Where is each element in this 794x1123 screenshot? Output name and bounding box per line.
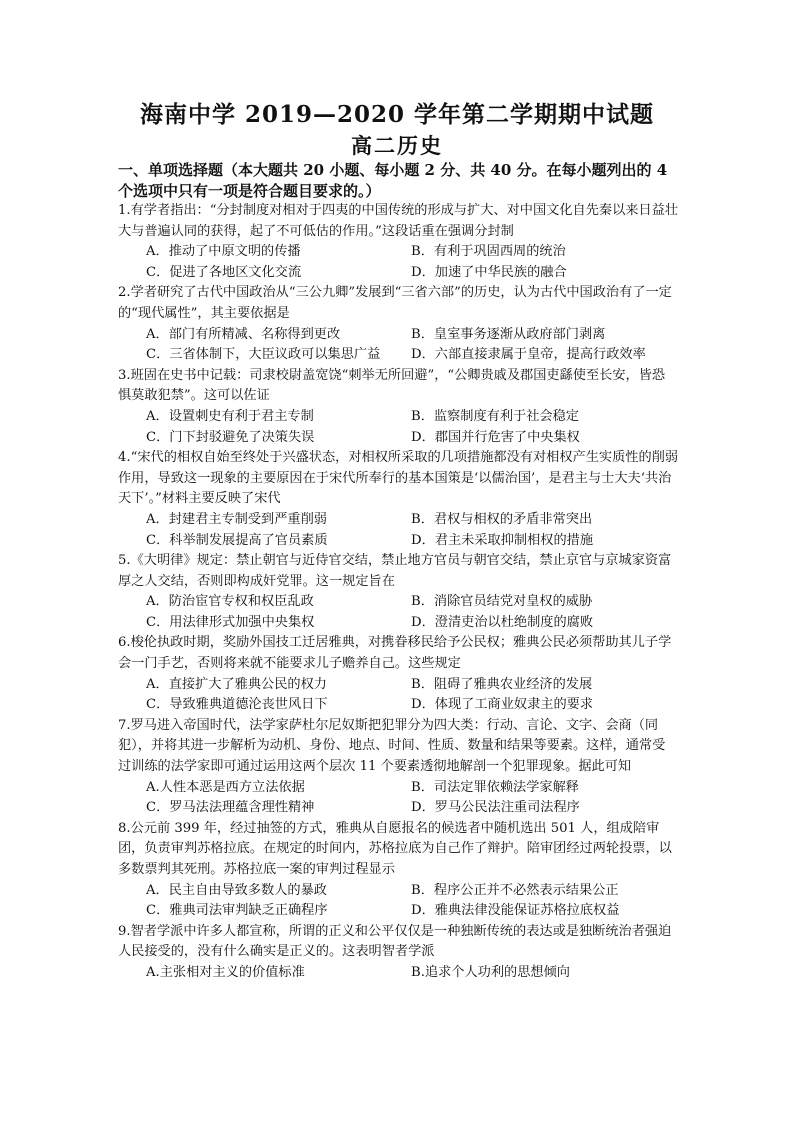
question-stem: 4.“宋代的相权自始至终处于兴盛状态，对相权所采取的几项措施都没有对相权产生实质性的削弱作用，导致这一现象的主要原因在于宋代所奉行的基本国策是‘以儒治国’，是君主与士大夫‘共治天下’。”材料主要反映了宋代 — [118, 450, 679, 507]
option-b: B．监察制度有利于社会稳定 — [411, 408, 579, 424]
option-a: A．设置刺史有利于君主专制 — [146, 408, 314, 424]
question-list — [118, 201, 678, 984]
option-d: D．加速了中华民族的融合 — [411, 264, 567, 280]
option-b: B．君权与相权的矛盾非常突出 — [411, 511, 593, 527]
option-c: C．促进了各地区文化交流 — [146, 264, 302, 280]
question-8 — [118, 819, 678, 922]
question-1 — [118, 201, 678, 283]
question-9 — [118, 922, 678, 984]
option-c: C．门下封驳避免了决策失误 — [146, 429, 315, 445]
option-b: B.追求个人功利的思想倾向 — [411, 964, 570, 980]
option-d: D．体现了工商业奴隶主的要求 — [411, 697, 594, 713]
option-a: A.主张相对主义的价值标准 — [146, 964, 305, 980]
question-stem: 9.智者学派中许多人都宣称，所谓的正义和公平仅仅是一种独断传统的表达或是独断统治者强迫人民接受的，没有什么确实是正义的。这表明智者学派 — [118, 923, 672, 960]
option-a: A．封建君主专制受到严重削弱 — [146, 511, 327, 527]
question-4 — [118, 448, 678, 551]
question-2 — [118, 283, 678, 365]
option-a: A.人性本恶是西方立法依据 — [146, 779, 305, 795]
option-b: B．司法定罪依赖法学家解释 — [411, 779, 579, 795]
question-stem: 1.有学者指出：“分封制度对相对于四夷的中国传统的形成与扩大、对中国文化自先秦以来日益壮大与普遍认同的获得，起了不可低估的作用。”这段话重在强调分封制 — [118, 203, 679, 239]
option-d: D．六部直接隶属于皇帝，提高行政效率 — [411, 347, 646, 363]
question-stem: 6.梭伦执政时期，奖励外国技工迁居雅典，对携眷移民给予公民权；雅典公民必须帮助其儿子学会一门手艺，否则将来就不能要求儿子赡养自己。这些规定 — [118, 635, 672, 672]
option-b: B．皇室事务逐渐从政府部门剥离 — [411, 326, 606, 342]
question-6 — [118, 633, 678, 715]
option-b: B．程序公正并不必然表示结果公正 — [411, 882, 619, 898]
option-c: C．三省体制下，大臣议政可以集思广益 — [146, 347, 381, 363]
option-a: A．部门有所精减、名称得到更改 — [146, 326, 341, 342]
question-5 — [118, 551, 678, 633]
option-d: D．郡国并行危害了中央集权 — [411, 429, 580, 445]
option-b: B．阻碍了雅典农业经济的发展 — [411, 676, 593, 692]
option-d: D．罗马公民法注重司法程序 — [411, 800, 580, 816]
option-c: C．用法律形式加强中央集权 — [146, 614, 315, 630]
question-3 — [118, 366, 678, 448]
exam-subject: 高二历史 — [351, 133, 443, 158]
option-b: B．消除官员结党对皇权的威胁 — [411, 594, 593, 610]
section-heading: 一、单项选择题（本大题共 20 小题、每小题 2 分、共 40 分。在每小题列出的 4 个选项中只有一项是符合题目要求的。） — [118, 161, 668, 200]
option-c: C．导致雅典道德沦丧世风日下 — [146, 697, 328, 713]
option-c: C．雅典司法审判缺乏正确程序 — [146, 903, 328, 919]
question-stem: 7.罗马进入帝国时代，法学家萨杜尔尼奴斯把犯罪分为四大类：行动、言论、文字、会商（同犯），并将其进一步解析为动机、身份、地点、时间、性质、数量和结果等要素。这样，通常受过训练的法学家即可通过运用这两个层次 11 个要素透彻地解剖一个犯罪现象。据此可知 — [118, 717, 666, 775]
question-stem: 2.学者研究了古代中国政治从“三公九卿”发展到“三省六部”的历史，认为古代中国政治有了一定的“现代属性”，其主要依据是 — [118, 285, 672, 321]
question-stem: 8.公元前 399 年，经过抽签的方式，雅典从自愿报名的候选者中随机选出 501 人，组成陪审团，负责审判苏格拉底。在规定的时间内，苏格拉底为自己作了辩护。陪审团经过两轮投票，以多数票判其死刑。苏格拉底一案的审判过程显示 — [118, 820, 672, 877]
exam-title: 海南中学 2019—2020 学年第二学期期中试题 — [139, 101, 655, 128]
question-stem: 3.班固在史书中记载：司隶校尉盖宽饶“刺举无所回避”，“公卿贵戚及郡国吏繇使至长安，皆恐惧莫敢犯禁”。这可以佐证 — [118, 367, 666, 404]
option-a: A．防治宦官专权和权臣乱政 — [146, 594, 314, 610]
option-c: C．科举制发展提高了官员素质 — [146, 532, 328, 548]
option-b: B．有利于巩固西周的统治 — [411, 244, 566, 260]
option-a: A．推动了中原文明的传播 — [146, 244, 301, 260]
option-d: D．澄清吏治以杜绝制度的腐败 — [411, 614, 594, 630]
question-7 — [118, 716, 678, 819]
option-a: A．直接扩大了雅典公民的权力 — [146, 676, 327, 692]
option-d: D．君主未采取抑制相权的措施 — [411, 532, 594, 548]
option-d: D．雅典法律没能保证苏格拉底权益 — [411, 903, 620, 919]
option-a: A．民主自由导致多数人的暴政 — [146, 882, 327, 898]
option-c: C．罗马法法理蕴含理性精神 — [146, 800, 315, 816]
question-stem: 5.《大明律》规定：禁止朝官与近侍官交结，禁止地方官员与朝官交结，禁止京官与京城家资富厚之人交结，否则即构成奸党罪。这一规定旨在 — [118, 553, 672, 589]
